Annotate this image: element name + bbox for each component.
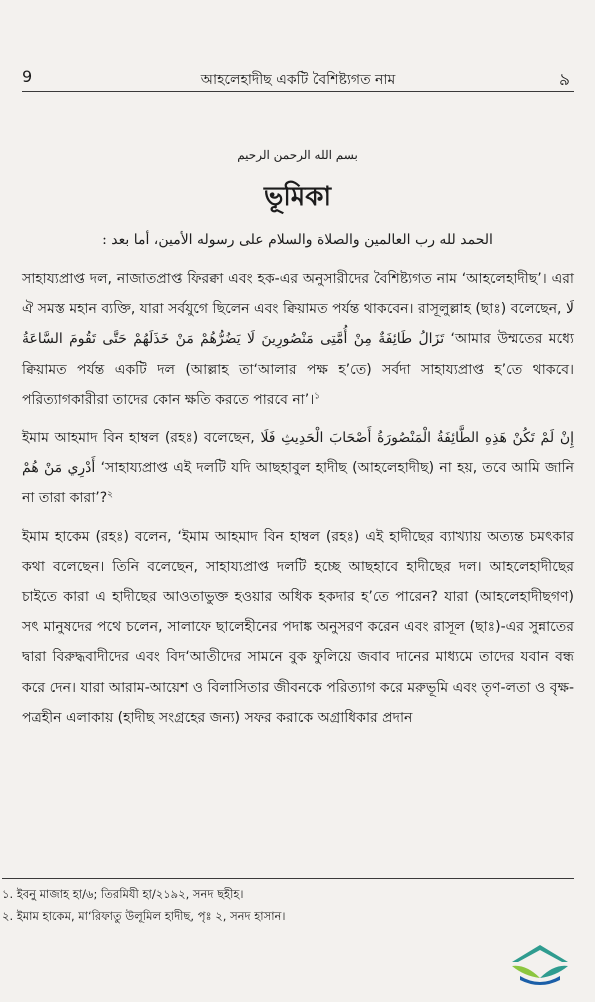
- footnote-ref-1: ১: [314, 391, 321, 402]
- paragraph-3: ইমাম হাকেম (রহঃ) বলেন, ‘ইমাম আহমাদ বিন হাম্বল (রহঃ) এই হাদীছের ব্যাখ্যায় অত্যন্ত চমৎকার কথা বলেছেন। তিনি বলেছেন, সাহায্যপ্রাপ্ত দলটি হচ্ছে আছহাবে হাদীছের দল। আহলেহাদীছের চাইতে কারা এ হাদীছের আওতাভুক্ত হওয়ার অধিক হকদার হ’তে পারেন? যারা (আহলেহাদীছগণ) সৎ মানুষদের পথে চলেন, সালাফে ছালেহীনের পদাঙ্ক অনুসরণ করেন এবং রাসূল (ছাঃ)-এর সুন্নাতের দ্বারা বিরুদ্ধবাদীদের এবং বিদ‘আতীদের সামনে বুক ফুলিয়ে জবাব দানের মাধ্যমে তাদের যবান বন্ধ করে দেন। যারা আরাম-আয়েশ ও বিলাসিতার জীবনকে পরিত্যাগ করে মরুভূমি এবং তৃণ-লতা ও বৃক্ষ-পত্রহীন এলাকায় (হাদীছ সংগ্রহের জন্য) সফর করাকে অগ্রাধিকার প্রদান: [22, 528, 574, 726]
- paragraph-2: [22, 423, 574, 514]
- hadith-arabic-1: لَا تَزَالُ طَائِفَةٌ مِنْ أُمَّتِى مَنْصُورِينَ لَا يَضُرُّهُمْ مَنْ خَذَلَهُمْ حَتَّى تَقُومَ السَّاعَةُ: [22, 301, 574, 348]
- paragraph-2-text: ইমাম আহমাদ বিন হাম্বল (রহঃ) বলেছেন,: [22, 430, 255, 447]
- chapter-title: ভূমিকা: [264, 182, 331, 212]
- footnote-1: ১. ইবনু মাজাহ হা/৬; তিরমিযী হা/২১৯২, সনদ ছহীহ।: [2, 887, 244, 901]
- paragraph-1: [22, 264, 574, 415]
- footnote-ref-2: ২: [107, 489, 113, 500]
- publisher-logo-icon: [506, 942, 574, 986]
- arabic-opening: الحمد لله رب العالمين والصلاة والسلام على رسوله الأمين، أما بعد :: [102, 232, 493, 248]
- paragraph-1-text: সাহায্যপ্রাপ্ত দল, নাজাতপ্রাপ্ত ফিরক্বা এবং হক-এর অনুসারীদের বৈশিষ্ট্যগত নাম ‘আহলেহাদীছ’। এরা ঐ সমস্ত মহান ব্যক্তি, যারা সর্বযুগে ছিলেন এবং ক্বিয়ামত পর্যন্ত থাকবেন। রাসূলুল্লাহ (ছাঃ) বলেছেন,: [22, 271, 574, 318]
- footnotes: [2, 878, 574, 927]
- footnote-2: ২. ইমাম হাকেম, মা‘রিফাতু উলূমিল হাদীছ, পৃঃ ২, সনদ হাসান।: [2, 909, 286, 923]
- page-number-right: ৯: [558, 70, 570, 90]
- running-title: আহলেহাদীছ একটি বৈশিষ্ট্যগত নাম: [200, 72, 396, 88]
- paragraph-1-translation: ‘আমার উম্মতের মধ্যে ক্বিয়ামত পর্যন্ত একটি দল (আল্লাহ তা‘আলার পক্ষ হ’তে) সর্বদা সাহায্যপ্রাপ্ত হ’তে থাকবে। পরিত্যাগকারীরা তাদের কোন ক্ষতি করতে পারবে না’।: [22, 331, 574, 408]
- logo-book-base: [520, 976, 560, 985]
- paragraph-2-translation: ‘সাহায্যপ্রাপ্ত এই দলটি যদি আছহাবুল হাদীছ (আহলেহাদীছ) না হয়, তবে আমি জানি না তারা কারা’?: [22, 460, 574, 507]
- logo-roof-shape: [512, 945, 568, 962]
- basmala: بسم الله الرحمن الرحيم: [237, 148, 358, 162]
- page-number-left: 9: [22, 67, 33, 86]
- body-text: [22, 264, 574, 741]
- quote-arabic-2: إِنْ لَمْ تَكُنْ هَذِهِ الطَّائِفَةُ الْمَنْصُورَةُ أَصْحَابَ الْحَدِيثِ فَلَا أَدْرِي مَنْ هُمْ: [22, 430, 574, 477]
- logo-leaf-right: [540, 966, 568, 978]
- logo-leaf-left: [512, 966, 540, 978]
- running-header: [22, 63, 574, 92]
